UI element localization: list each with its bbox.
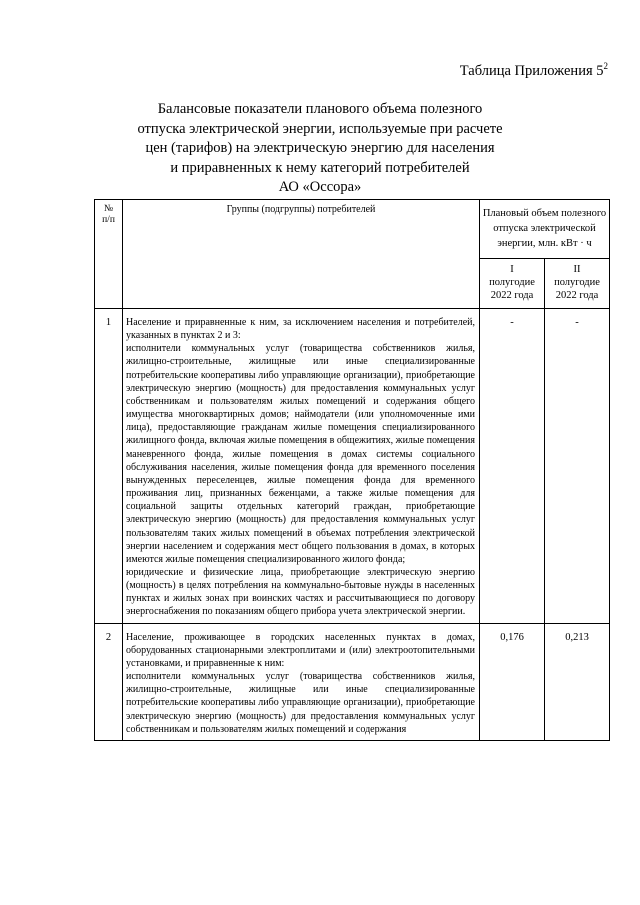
title-line: и приравненных к нему категорий потребителей [170, 159, 470, 176]
balance-indicators-table [94, 199, 610, 741]
consumer-group-description [123, 309, 480, 624]
title-line-company: АО «Оссора» [278, 179, 362, 195]
document-title [0, 100, 640, 198]
row-number: 2 [95, 623, 123, 740]
consumer-group-description [123, 623, 480, 740]
second-half-value: - [545, 309, 610, 624]
header-consumer-groups [123, 200, 480, 309]
appendix-reference-superscript: 2 [603, 61, 608, 72]
group-paragraph: Население и приравненные к ним, за исключением населения и потребителей, указанных в пунктах 2 и 3: [126, 317, 475, 342]
title-line: цен (тарифов) на электрическую энергию для населения [145, 140, 495, 156]
header-planned-volume [480, 200, 610, 259]
group-paragraph: юридические и физические лица, приобретающие электрическую энергию (мощность) в целях потребления на коммунально-бытовые нужды в населенных пунктах и жилых зонах при воинских частях и рассчитывающиеся по договору энергоснабжения по показаниям общего прибора учета электрической энергии. [126, 566, 475, 618]
header-first-half-label: I полугодие 2022 года [489, 264, 535, 301]
table-row [95, 623, 610, 740]
table-header-row [95, 200, 610, 259]
header-planned-volume-label: Плановый объем полезного отпуска электрической энергии, млн. кВт · ч [482, 208, 607, 249]
header-second-half-2022 [545, 259, 610, 309]
first-half-value: - [480, 309, 545, 624]
title-line: Балансовые показатели планового объема полезного [157, 101, 483, 117]
group-paragraph: исполнители коммунальных услуг (товарищества собственников жилья, жилищно-строительные, жилищные или иные специализированные потребительские кооперативы либо управляющие организации), приобретающие электрическую энергию (мощность) для предоставления коммунальных услуг собственникам и пользователям жилых помещений и содержания [126, 671, 475, 735]
group-paragraph: исполнители коммунальных услуг (товарищества собственников жилья, жилищно-строительные, жилищные или иные специализированные потребительские кооперативы либо управляющие организации), приобретающие электрическую энергию (мощность) для предоставления коммунальных услуг собственникам и пользователям жилых помещений и содержания общего имущества многоквартирных домов; наймодатели (или уполномоченные ими лица), предоставляющие гражданам жилые помещения специализированного жилищного фонда, включая жилые помещения в общежитиях, жилые помещения маневренного фонда, жилые помещения в домах системы социального обслуживания населения, жилые помещения фонда для временного поселения вынужденных переселенцев, жилые помещения фонда для временного проживания лиц, признанных беженцами, а также жилые помещения для социальной защиты отдельных категорий граждан, приобретающие электрическую энергию (мощность) для предоставления коммунальных услуг пользователям таких жилых помещений в объемах потребления электрической энергии населением и содержания мест общего пользования в домах, в которых имеются жилые помещения специализированного жилого фонда; [126, 343, 475, 565]
table-appendix-reference [460, 63, 608, 80]
header-consumer-groups-label: Группы (подгруппы) потребителей [226, 204, 376, 215]
table-row [95, 309, 610, 624]
second-half-value: 0,213 [545, 623, 610, 740]
group-paragraph: Население, проживающее в городских населенных пунктах в домах, оборудованных стационарными электроплитами и (или) электроотопительными установками, и приравненные к ним: [126, 631, 475, 669]
appendix-reference-text: Таблица Приложения 5 [459, 63, 604, 79]
row-number: 1 [95, 309, 123, 624]
first-half-value: 0,176 [480, 623, 545, 740]
header-first-half-2022 [480, 259, 545, 309]
header-row-number-label: № п/п [102, 204, 115, 225]
title-line: отпуска электрической энергии, используемые при расчете [137, 120, 503, 137]
header-second-half-label: II полугодие 2022 года [554, 264, 600, 301]
header-row-number [95, 200, 123, 309]
